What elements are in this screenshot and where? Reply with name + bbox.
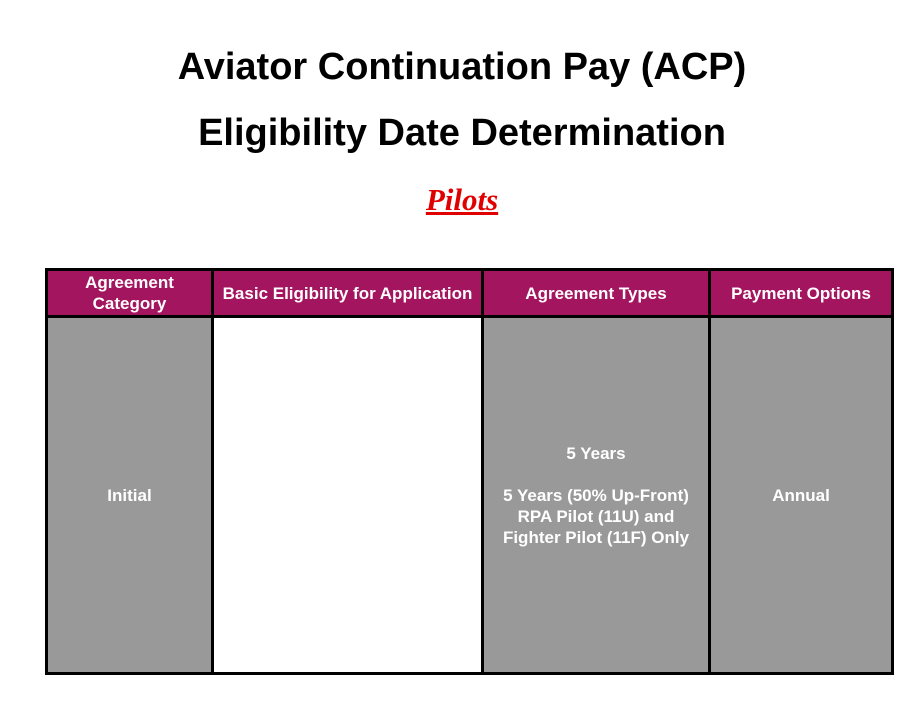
page-title-line1: Aviator Continuation Pay (ACP) xyxy=(177,46,747,88)
cell-agreement-category: Initial xyxy=(47,317,213,674)
cell-payment-options: Annual xyxy=(710,317,893,674)
cell-agreement-types xyxy=(483,317,710,674)
eligibility-item: • No administrative, medical or xyxy=(219,652,468,694)
table-header-row xyxy=(47,270,893,317)
agreement-type-fighter: Fighter Pilot (11F) Only xyxy=(502,527,690,547)
cell-basic-eligibility xyxy=(213,317,483,694)
agreement-type-5-years: 5 Years xyxy=(566,443,626,463)
eligibility-item: • Undergraduate Pilot Training (UPT) active duty service commitment (ADSC) Expired In or Before FY2012 xyxy=(219,322,475,408)
page-subtitle: Pilots xyxy=(425,182,499,217)
eligibility-list xyxy=(218,321,475,695)
agreement-type-upfront: 5 Years (50% Up-Front) xyxy=(503,485,689,505)
bullet-icon: • xyxy=(219,586,226,606)
page-title-line2: Eligibility Date Determination xyxy=(198,112,726,154)
bullet-icon: • xyxy=(219,322,226,342)
header-agreement-types: Agreement Types xyxy=(483,270,710,317)
header-agreement-category: Agreement Category xyxy=(47,270,213,317)
eligibility-item: • Pilots with a minimum 11 Years of Pilot Aviation Service In or Before FY2012 xyxy=(219,432,473,496)
agreement-type-rpa: RPA Pilot (11U) and xyxy=(517,506,675,526)
bullet-icon: • xyxy=(219,520,226,540)
bullet-icon: • xyxy=(219,432,226,452)
eligibility-item: • Compatible Aviation Service Code xyxy=(219,586,474,628)
table-row xyxy=(47,317,893,674)
header-basic-eligibility: Basic Eligibility for Application xyxy=(213,270,483,317)
eligibility-item: • Receiving Aviation Career Incentive Pay (ACIP) xyxy=(219,520,464,562)
bullet-icon: • xyxy=(219,652,226,672)
header-payment-options: Payment Options xyxy=(710,270,893,317)
eligibility-table xyxy=(45,268,894,694)
